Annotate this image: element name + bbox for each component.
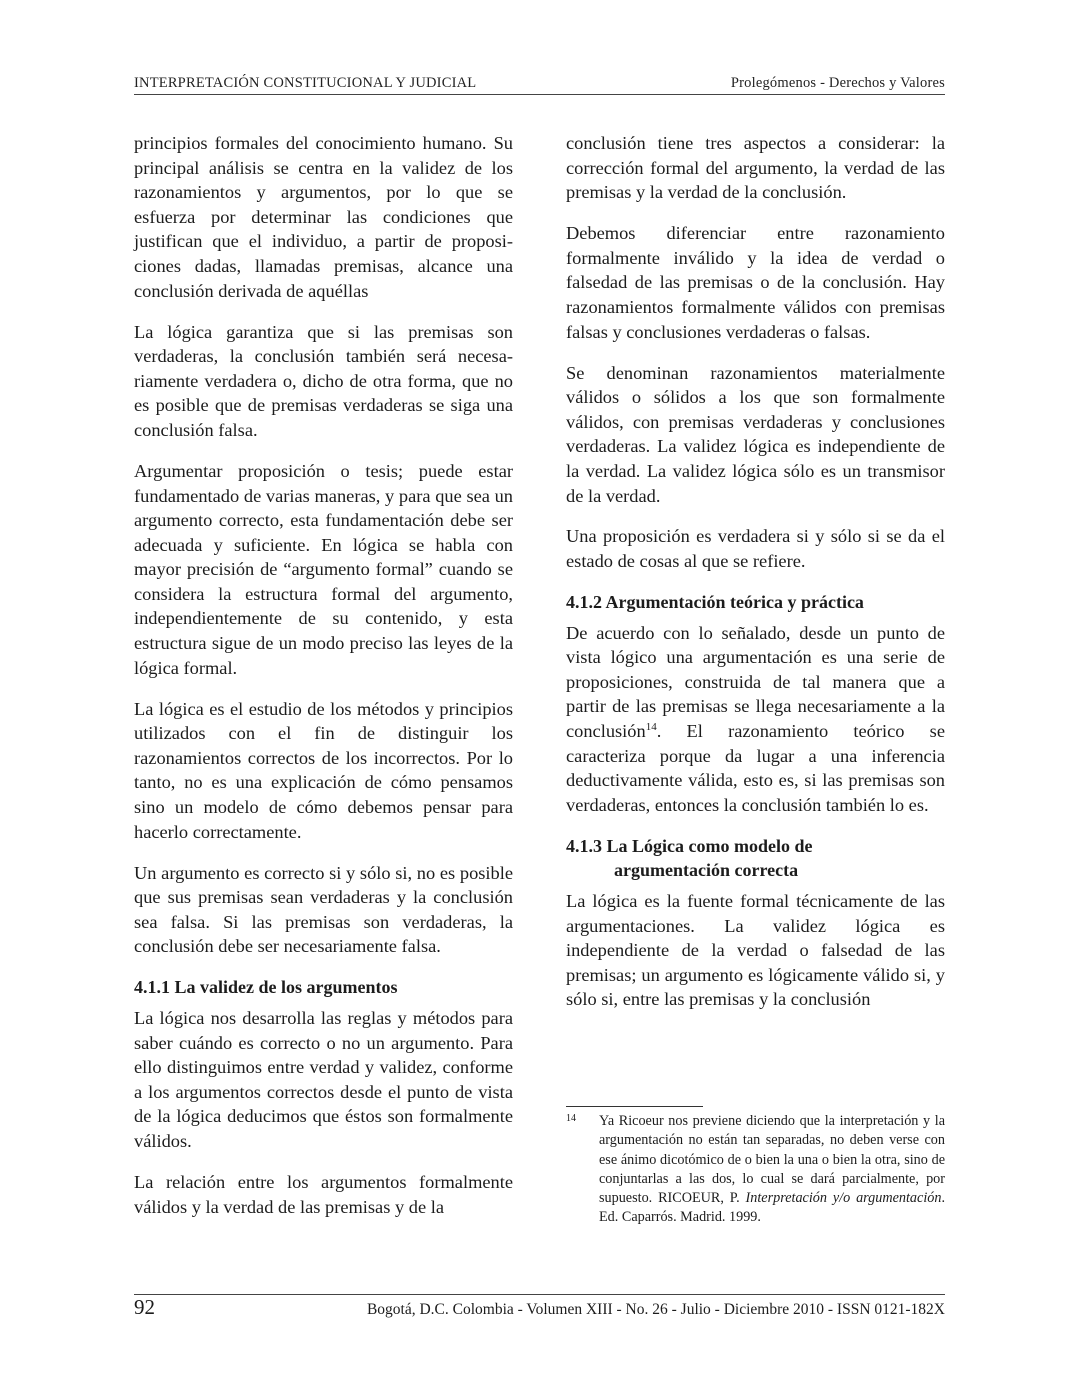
footnote-separator (566, 1106, 703, 1107)
paragraph: Debemos diferenciar entre razonamiento formalmente inválido y la idea de verdad o falsedad de las premisas o de la conclusión. Hay razonamientos formalmente válidos con premisas falsas y conclusiones verdaderas o falsas. (566, 223, 945, 342)
page-footer (134, 1295, 945, 1320)
page-number: 92 (134, 1295, 155, 1319)
paragraph-text: De acuerdo con lo señalado, desde un punto de vista lógico una argumentación es una serie de proposiciones, construida de tal manera que a partir de las premisas se llega necesariamente a la conclusión (566, 622, 945, 742)
heading-line: argumentación correcta (614, 860, 799, 881)
heading-line: 4.1.3 La Lógica como modelo de (566, 835, 813, 856)
paragraph: Un argumento es correcto si y sólo si, no es posible que sus premisas sean verdaderas y la conclusión sea falsa. Si las premisas son verdaderas, la conclusión debe ser necesariamente falsa. (134, 862, 513, 957)
running-header (134, 70, 945, 95)
right-column (566, 131, 945, 1028)
paragraph: Argumentar proposición o tesis; puede estar fundamentado de varias maneras, y para que sea un argumento correcto, esta fundamentación debe ser adecuada y suficiente. En lógica se habla con mayor precisión de “argumento formal” cuando se considera la estructura formal del argumento, independientemente de su contenido, y esta estructura sigue de un modo preciso las leyes de la lógica formal. (134, 460, 513, 678)
journal-section-title: INTERPRETACIÓN CONSTITUCIONAL Y JUDICIAL (134, 75, 477, 91)
footnote-text (599, 1112, 945, 1228)
cited-work-title: Interpretación y/o argumentación (745, 1190, 942, 1207)
section-heading-4-1-3 (566, 834, 945, 883)
section-heading-4-1-2: 4.1.2 Argumentación teórica y práctica (566, 592, 864, 613)
paragraph: La relación entre los argumentos formalmente válidos y la verdad de las premisas y de la (134, 1171, 513, 1217)
section-subtitle: Prolegómenos - Derechos y Valores (730, 75, 945, 91)
paragraph: La lógica nos desarrolla las reglas y métodos para saber cuándo es correcto o no un argumento. Para ello distinguimos entre verdad y validez, conforme a los argumentos correctos desde el punto de vista de la lógica deducimos que éstos son formalmente válidos. (134, 1007, 513, 1151)
paragraph: conclusión tiene tres aspectos a considerar: la corrección formal del argumento, la verdad de las premisas y la verdad de la conclusión. (566, 133, 945, 203)
footnote-text-part: . Ed. Caparrós. Madrid. 1999. (599, 1190, 945, 1226)
paragraph: Una proposición es verdadera si y sólo si se da el estado de cosas al que se refiere. (566, 526, 945, 572)
footnote-number: 14 (566, 1113, 576, 1124)
section-heading-4-1-1: 4.1.1 La validez de los argumentos (134, 977, 398, 998)
footnote-text-part: Ya Ricoeur nos previene diciendo que la interpretación y la argumentación no están tan separadas, no deben verse con ese ánimo dicotómico de o bien la una o bien la otra, sino de conjuntarlas a las dos, lo cual se dará parcialmente, por supuesto. RICOEUR, P. (599, 1113, 945, 1207)
footnote (566, 1112, 945, 1228)
paragraph-text: . El razonamiento teórico se caracteriza porque da lugar a una inferencia deductivamente válida, esto es, si las premisas son verdaderas, entonces la conclusión también lo es. (566, 721, 945, 815)
footnote-reference[interactable]: 14 (645, 720, 657, 733)
paragraph: Se denominan razonamientos materialmente válidos o sólidos a los que son formalmente válidos, con premisas verdaderas y conclusiones verdaderas. La validez lógica es independiente de la verdad. La validez lógica sólo es un transmisor de la verdad. (566, 362, 945, 506)
paragraph: principios formales del conocimiento humano. Su principal análisis se centra en la validez de los razonamientos y argumentos, por lo que se esfuerza por determinar las condiciones que justifican que el individuo, a partir de proposiciones dadas, llamadas premisas, alcance una conclusión derivada de aquéllas (134, 133, 513, 301)
paragraph: La lógica garantiza que si las premisas son verdaderas, la conclusión también será necesariamente verdadera o, dicho de otra forma, que no es posible que de premisas verdaderas se siga una conclusión falsa. (134, 321, 513, 440)
left-column (134, 131, 513, 1235)
paragraph (566, 621, 945, 818)
paragraph: La lógica es la fuente formal técnicamente de las argumentaciones. La validez lógica es independiente de la verdad o falsedad de las premisas; un argumento es lógicamente válido si, y sólo si, entre las premisas y la conclusión (566, 890, 945, 1010)
paragraph: La lógica es el estudio de los métodos y principios utilizados con el fin de distinguir los razonamientos correctos de los incorrectos. Por lo tanto, no es una explicación de cómo pensamos sino un modelo de cómo debemos pensar para hacerlo correctamente. (134, 698, 513, 842)
publication-imprint: Bogotá, D.C. Colombia - Volumen XIII - No. 26 - Julio - Diciembre 2010 - ISSN 0121-182X (366, 1301, 945, 1318)
